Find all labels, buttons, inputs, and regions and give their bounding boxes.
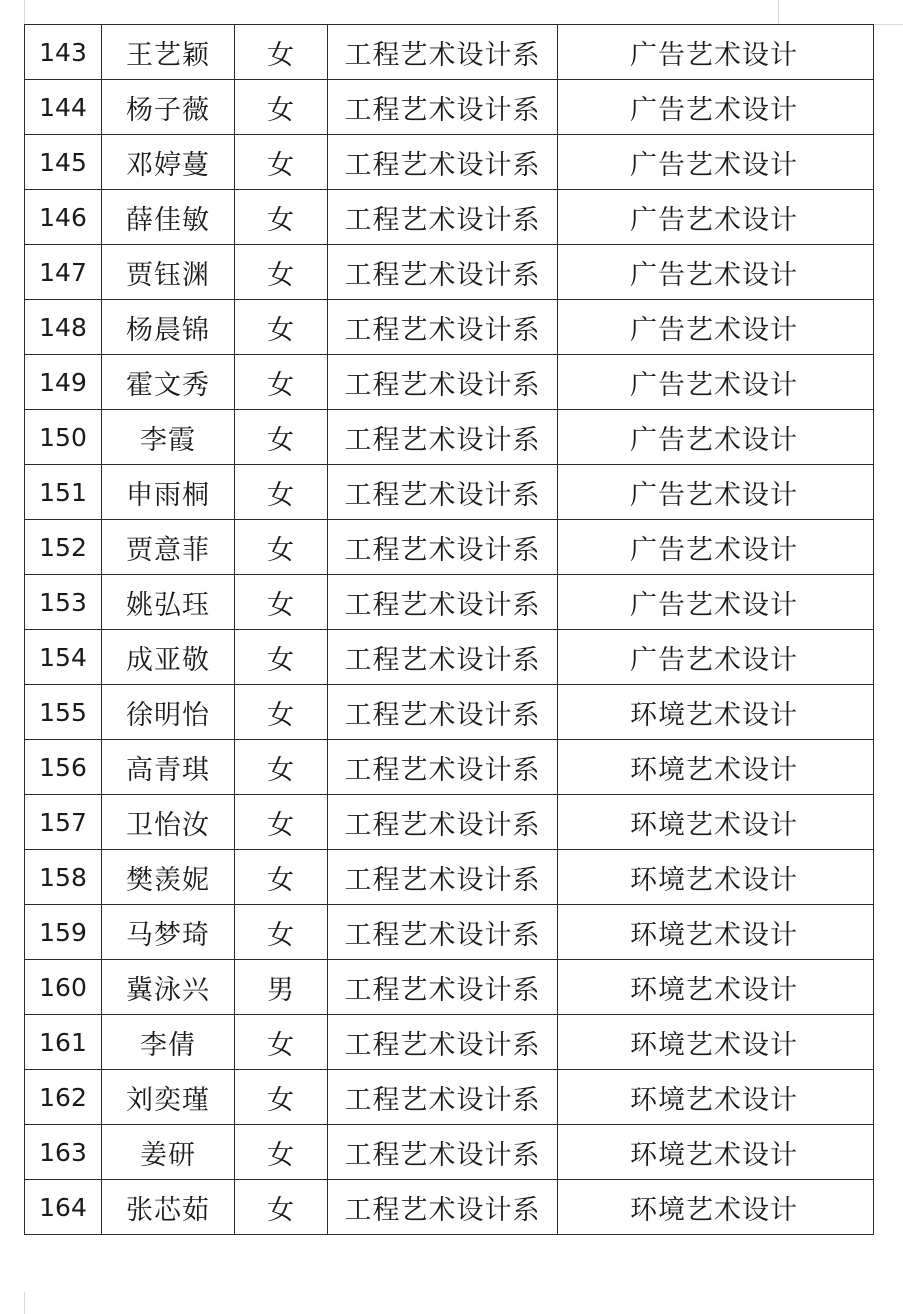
cell-name: 刘奕瑾 <box>102 1070 235 1125</box>
table-row <box>25 850 874 905</box>
cell-number: 150 <box>25 410 102 465</box>
cell-gender: 女 <box>235 520 328 575</box>
cell-department: 工程艺术设计系 <box>328 300 558 355</box>
cell-major: 广告艺术设计 <box>558 80 874 135</box>
cell-major: 广告艺术设计 <box>558 575 874 630</box>
table-row <box>25 300 874 355</box>
cell-number: 151 <box>25 465 102 520</box>
page-corner-guide <box>24 1292 25 1314</box>
cell-major: 广告艺术设计 <box>558 465 874 520</box>
cell-gender: 女 <box>235 300 328 355</box>
page-corner-guide <box>24 0 25 24</box>
cell-major: 环境艺术设计 <box>558 1125 874 1180</box>
cell-name: 徐明怡 <box>102 685 235 740</box>
cell-department: 工程艺术设计系 <box>328 575 558 630</box>
cell-major: 广告艺术设计 <box>558 135 874 190</box>
table-row <box>25 905 874 960</box>
cell-major: 广告艺术设计 <box>558 520 874 575</box>
table-row <box>25 135 874 190</box>
cell-department: 工程艺术设计系 <box>328 905 558 960</box>
cell-name: 申雨桐 <box>102 465 235 520</box>
cell-department: 工程艺术设计系 <box>328 1015 558 1070</box>
table-row <box>25 1070 874 1125</box>
cell-number: 147 <box>25 245 102 300</box>
cell-department: 工程艺术设计系 <box>328 410 558 465</box>
cell-number: 159 <box>25 905 102 960</box>
table-row <box>25 1015 874 1070</box>
cell-name: 卫怡汝 <box>102 795 235 850</box>
cell-gender: 女 <box>235 1070 328 1125</box>
cell-number: 160 <box>25 960 102 1015</box>
cell-number: 146 <box>25 190 102 245</box>
cell-number: 161 <box>25 1015 102 1070</box>
cell-number: 158 <box>25 850 102 905</box>
cell-name: 杨晨锦 <box>102 300 235 355</box>
cell-department: 工程艺术设计系 <box>328 850 558 905</box>
cell-department: 工程艺术设计系 <box>328 1070 558 1125</box>
cell-major: 环境艺术设计 <box>558 1180 874 1235</box>
cell-major: 环境艺术设计 <box>558 905 874 960</box>
cell-gender: 女 <box>235 685 328 740</box>
cell-department: 工程艺术设计系 <box>328 740 558 795</box>
cell-name: 张芯茹 <box>102 1180 235 1235</box>
cell-number: 145 <box>25 135 102 190</box>
cell-name: 贾意菲 <box>102 520 235 575</box>
table-row <box>25 685 874 740</box>
cell-number: 162 <box>25 1070 102 1125</box>
table-row <box>25 630 874 685</box>
cell-gender: 女 <box>235 575 328 630</box>
cell-major: 广告艺术设计 <box>558 190 874 245</box>
cell-name: 李倩 <box>102 1015 235 1070</box>
cell-major: 环境艺术设计 <box>558 795 874 850</box>
cell-major: 环境艺术设计 <box>558 685 874 740</box>
cell-number: 148 <box>25 300 102 355</box>
cell-number: 157 <box>25 795 102 850</box>
page-corner-guide <box>872 24 903 25</box>
cell-major: 广告艺术设计 <box>558 410 874 465</box>
cell-major: 广告艺术设计 <box>558 355 874 410</box>
table-row <box>25 740 874 795</box>
student-roster-table <box>24 24 874 1235</box>
cell-number: 152 <box>25 520 102 575</box>
cell-gender: 女 <box>235 135 328 190</box>
cell-number: 155 <box>25 685 102 740</box>
cell-gender: 女 <box>235 1180 328 1235</box>
table-row <box>25 25 874 80</box>
cell-gender: 女 <box>235 80 328 135</box>
table-row <box>25 190 874 245</box>
cell-gender: 女 <box>235 355 328 410</box>
cell-major: 环境艺术设计 <box>558 1015 874 1070</box>
cell-major: 广告艺术设计 <box>558 630 874 685</box>
cell-major: 广告艺术设计 <box>558 300 874 355</box>
cell-department: 工程艺术设计系 <box>328 960 558 1015</box>
table-row <box>25 1180 874 1235</box>
cell-gender: 女 <box>235 410 328 465</box>
cell-department: 工程艺术设计系 <box>328 355 558 410</box>
cell-department: 工程艺术设计系 <box>328 135 558 190</box>
cell-number: 156 <box>25 740 102 795</box>
cell-department: 工程艺术设计系 <box>328 190 558 245</box>
cell-name: 冀泳兴 <box>102 960 235 1015</box>
cell-gender: 女 <box>235 630 328 685</box>
cell-department: 工程艺术设计系 <box>328 630 558 685</box>
cell-number: 154 <box>25 630 102 685</box>
table-row <box>25 410 874 465</box>
cell-number: 153 <box>25 575 102 630</box>
cell-department: 工程艺术设计系 <box>328 1125 558 1180</box>
cell-number: 164 <box>25 1180 102 1235</box>
cell-major: 环境艺术设计 <box>558 1070 874 1125</box>
cell-department: 工程艺术设计系 <box>328 80 558 135</box>
cell-department: 工程艺术设计系 <box>328 795 558 850</box>
table-row <box>25 795 874 850</box>
cell-major: 环境艺术设计 <box>558 740 874 795</box>
page-corner-guide <box>778 0 779 24</box>
cell-number: 149 <box>25 355 102 410</box>
cell-name: 成亚敬 <box>102 630 235 685</box>
cell-name: 薛佳敏 <box>102 190 235 245</box>
cell-number: 144 <box>25 80 102 135</box>
cell-department: 工程艺术设计系 <box>328 465 558 520</box>
cell-major: 环境艺术设计 <box>558 850 874 905</box>
cell-gender: 男 <box>235 960 328 1015</box>
cell-name: 贾钰渊 <box>102 245 235 300</box>
cell-gender: 女 <box>235 850 328 905</box>
cell-gender: 女 <box>235 190 328 245</box>
cell-department: 工程艺术设计系 <box>328 1180 558 1235</box>
table-row <box>25 355 874 410</box>
table-row <box>25 245 874 300</box>
cell-name: 王艺颖 <box>102 25 235 80</box>
cell-gender: 女 <box>235 1015 328 1070</box>
cell-name: 杨子薇 <box>102 80 235 135</box>
cell-department: 工程艺术设计系 <box>328 25 558 80</box>
cell-gender: 女 <box>235 1125 328 1180</box>
cell-name: 马梦琦 <box>102 905 235 960</box>
table-row <box>25 465 874 520</box>
cell-name: 樊羡妮 <box>102 850 235 905</box>
table-row <box>25 960 874 1015</box>
cell-gender: 女 <box>235 465 328 520</box>
cell-major: 广告艺术设计 <box>558 245 874 300</box>
table-row <box>25 520 874 575</box>
cell-name: 姜研 <box>102 1125 235 1180</box>
table-row <box>25 575 874 630</box>
table-row <box>25 80 874 135</box>
cell-number: 163 <box>25 1125 102 1180</box>
cell-name: 霍文秀 <box>102 355 235 410</box>
cell-gender: 女 <box>235 905 328 960</box>
cell-major: 广告艺术设计 <box>558 25 874 80</box>
cell-name: 高青琪 <box>102 740 235 795</box>
cell-department: 工程艺术设计系 <box>328 245 558 300</box>
cell-name: 邓婷蔓 <box>102 135 235 190</box>
cell-number: 143 <box>25 25 102 80</box>
cell-name: 姚弘珏 <box>102 575 235 630</box>
cell-gender: 女 <box>235 25 328 80</box>
roster-body <box>25 25 874 1235</box>
table-row <box>25 1125 874 1180</box>
cell-gender: 女 <box>235 795 328 850</box>
cell-gender: 女 <box>235 740 328 795</box>
cell-gender: 女 <box>235 245 328 300</box>
cell-department: 工程艺术设计系 <box>328 520 558 575</box>
cell-department: 工程艺术设计系 <box>328 685 558 740</box>
cell-major: 环境艺术设计 <box>558 960 874 1015</box>
cell-name: 李霞 <box>102 410 235 465</box>
